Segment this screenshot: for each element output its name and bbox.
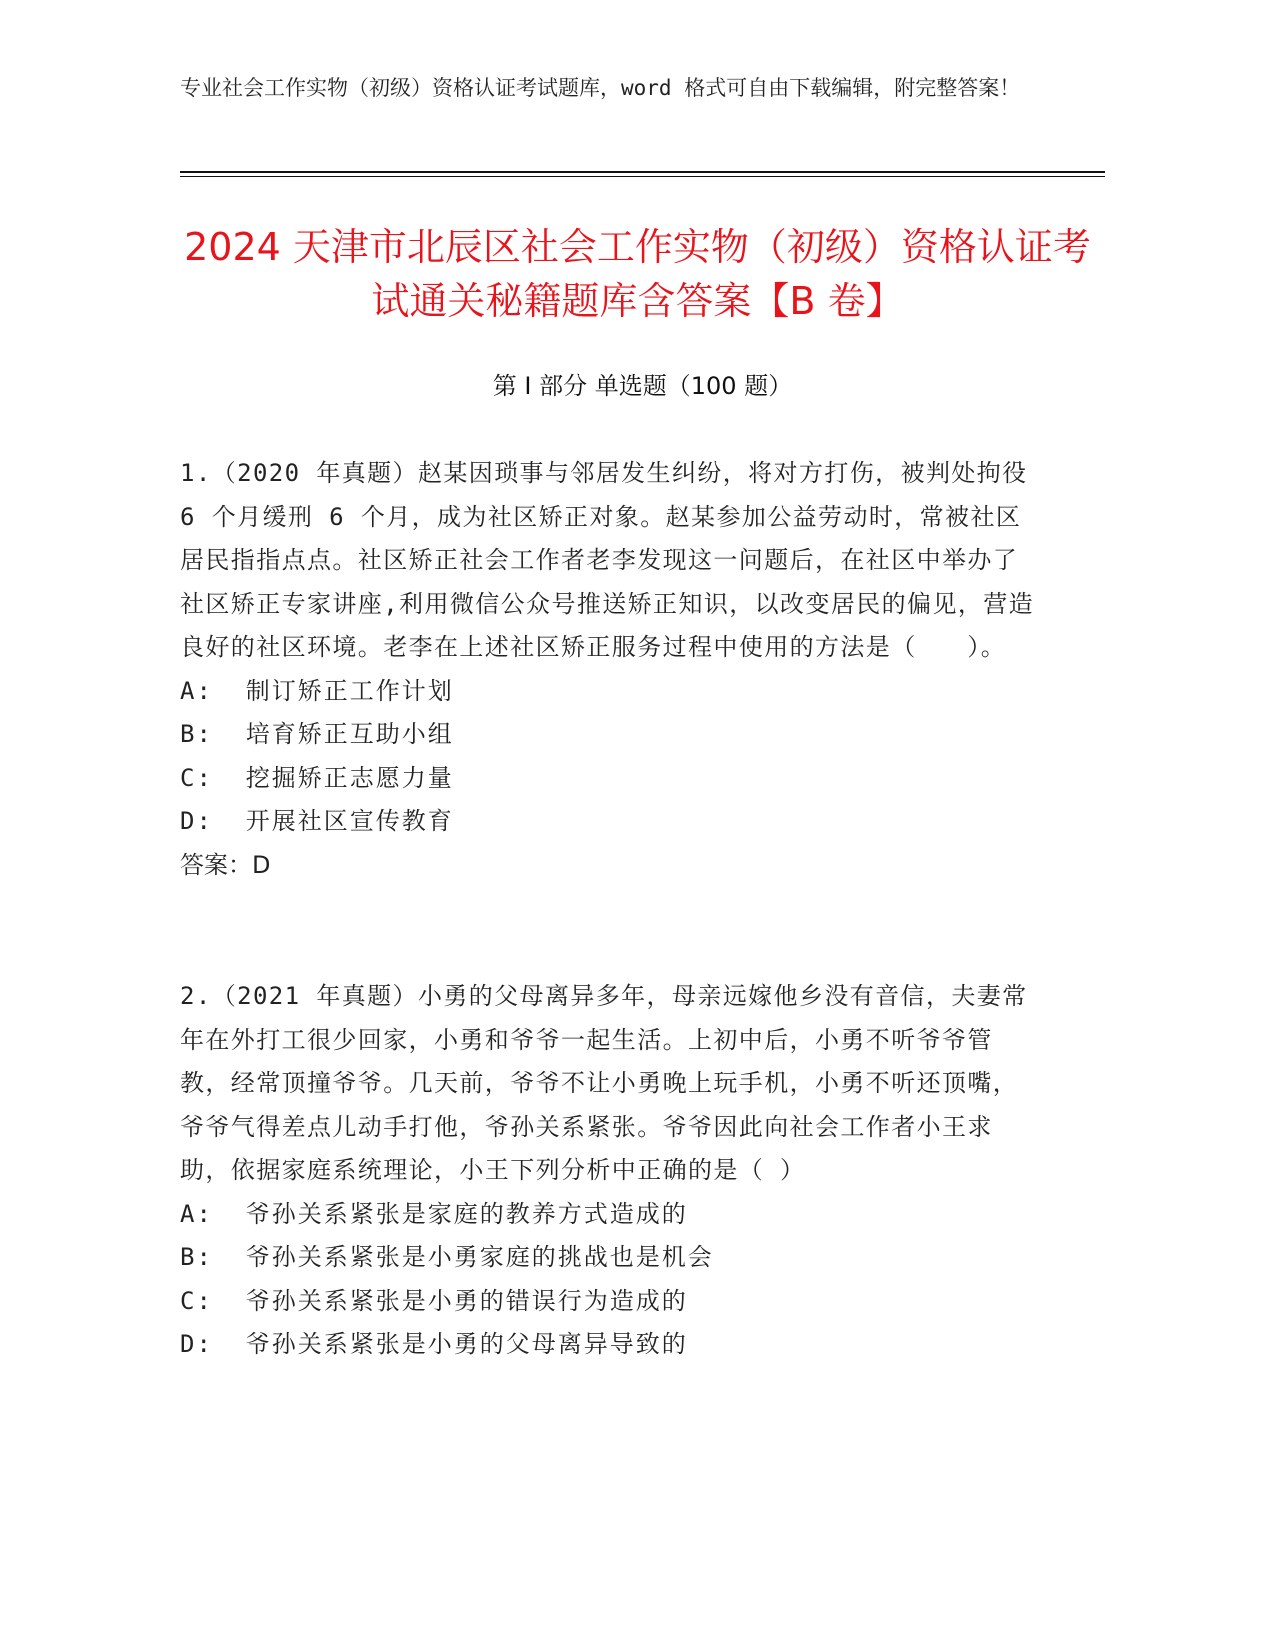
header-rule-thin [180, 176, 1105, 177]
header-note: 专业社会工作实物（初级）资格认证考试题库，word 格式可自由下载编辑，附完整答案！ [180, 76, 1021, 100]
option-d: D: 开展社区宣传教育 [180, 807, 454, 835]
section-title: 第 I 部分 单选题（100 题） [492, 372, 793, 400]
answer: 答案：D [180, 850, 271, 879]
question-1 [180, 452, 1044, 887]
option-b: B: 培育矫正互助小组 [180, 720, 454, 748]
question-2 [180, 975, 1040, 1367]
header-rule-thick [180, 171, 1105, 173]
option-c: C: 爷孙关系紧张是小勇的错误行为造成的 [180, 1286, 688, 1315]
option-c: C: 挖掘矫正志愿力量 [180, 763, 454, 792]
option-d: D: 爷孙关系紧张是小勇的父母离异导致的 [180, 1330, 688, 1358]
question-text: 1.（2020 年真题）赵某因琐事与邻居发生纠纷，将对方打伤，被判处拘役 6 个月缓刑 6 个月，成为社区矫正对象。赵某参加公益劳动时，常被社区居民指指点点。社区矫正社会工作者老李发现这一问题后，在社区中举办了社区矫正专家讲座,利用微信公众号推送矫正知识，以改变居民的偏见，营造良好的社区环境。老李在上述社区矫正服务过程中使用的方法是（ ）。 [180, 459, 1044, 661]
question-text: 2.（2021 年真题）小勇的父母离异多年，母亲远嫁他乡没有音信，夫妻常年在外打工很少回家，小勇和爷爷一起生活。上初中后，小勇不听爷爷管教，经常顶撞爷爷。几天前，爷爷不让小勇晚上玩手机，小勇不听还顶嘴，爷爷气得差点儿动手打他，爷孙关系紧张。爷爷因此向社会工作者小王求助，依据家庭系统理论，小王下列分析中正确的是（ ） [180, 982, 1028, 1184]
option-a: A: 爷孙关系紧张是家庭的教养方式造成的 [180, 1199, 688, 1228]
option-a: A: 制订矫正工作计划 [180, 676, 454, 705]
option-b: B: 爷孙关系紧张是小勇家庭的挑战也是机会 [180, 1243, 714, 1271]
document-title: 2024 天津市北辰区社会工作实物（初级）资格认证考试通关秘籍题库含答案【B 卷】 [184, 225, 1091, 323]
